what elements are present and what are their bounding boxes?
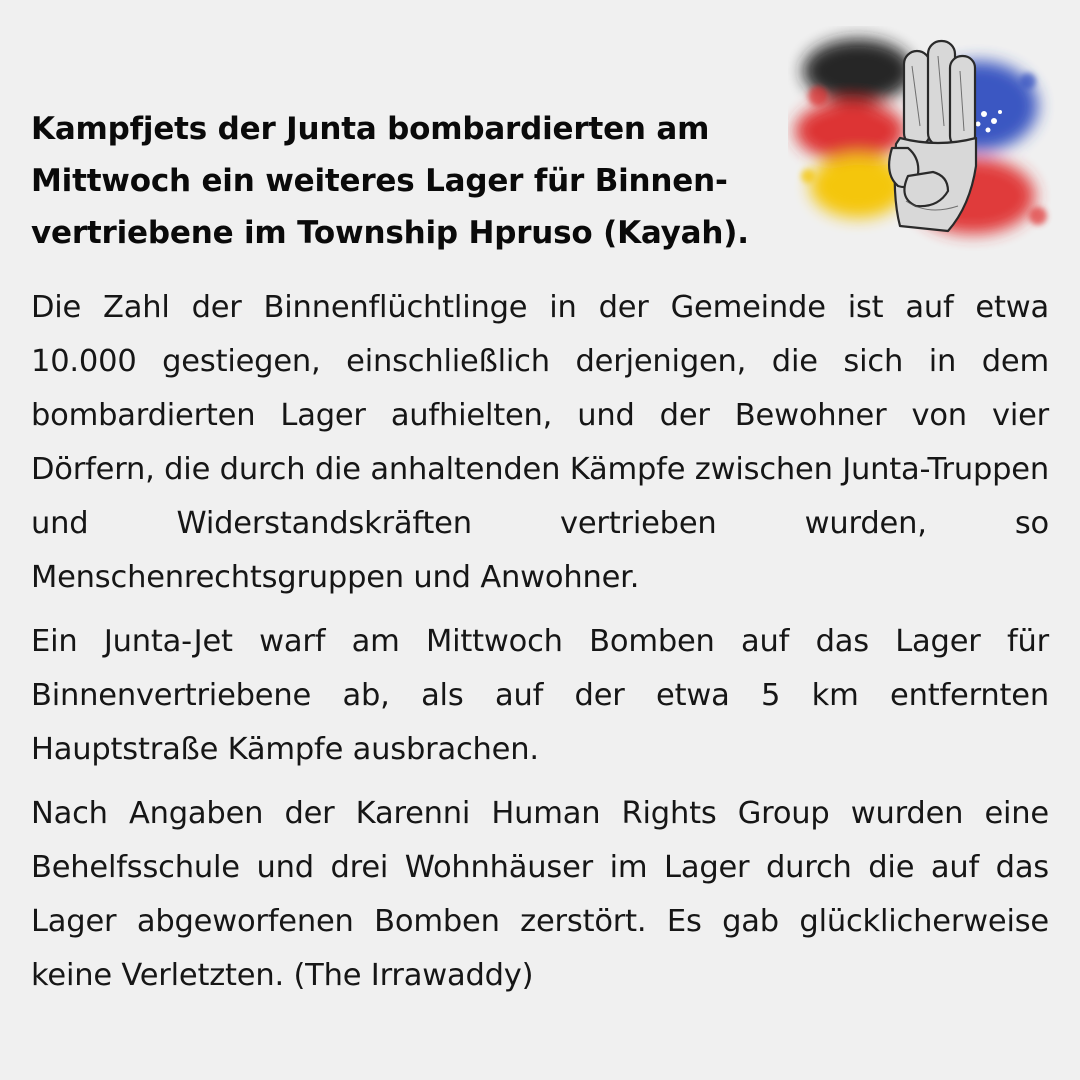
paragraph-2: Ein Junta-Jet warf am Mittwoch Bomben auf das Lager für Binnenvertriebene ab, als auf der etwa 5 km entfernten Hauptstraße Kämpfe ausbrachen. [31, 624, 1049, 767]
article-body [31, 281, 1049, 1013]
paragraph-3: Nach Angaben der Karenni Human Rights Group wurden eine Behelfsschule und drei Wohnhäuser im Lager durch die auf das Lager abgeworfenen Bomben zerstört. Es gab glücklicherweise keine Verletzten. (The Irrawaddy) [31, 796, 1049, 993]
paragraph-1: Die Zahl der Binnenflüchtlinge in der Gemeinde ist auf etwa 10.000 gestiegen, einschließlich derjenigen, die sich in dem bombardierten Lager aufhielten, und der Bewohner von vier Dörfern, die durch die anhaltenden Kämpfe zwischen Junta-Truppen und Widerstandskräften vertrieben wurden, so Menschenrechtsgruppen und Anwohner. [31, 290, 1049, 595]
headline: Kampfjets der Junta bombardierten am Mittwoch ein weiteres Lager für Binnen-vertriebene im Township Hpruso (Kayah). [31, 111, 749, 251]
three-finger-salute-flag-icon [788, 26, 1056, 258]
